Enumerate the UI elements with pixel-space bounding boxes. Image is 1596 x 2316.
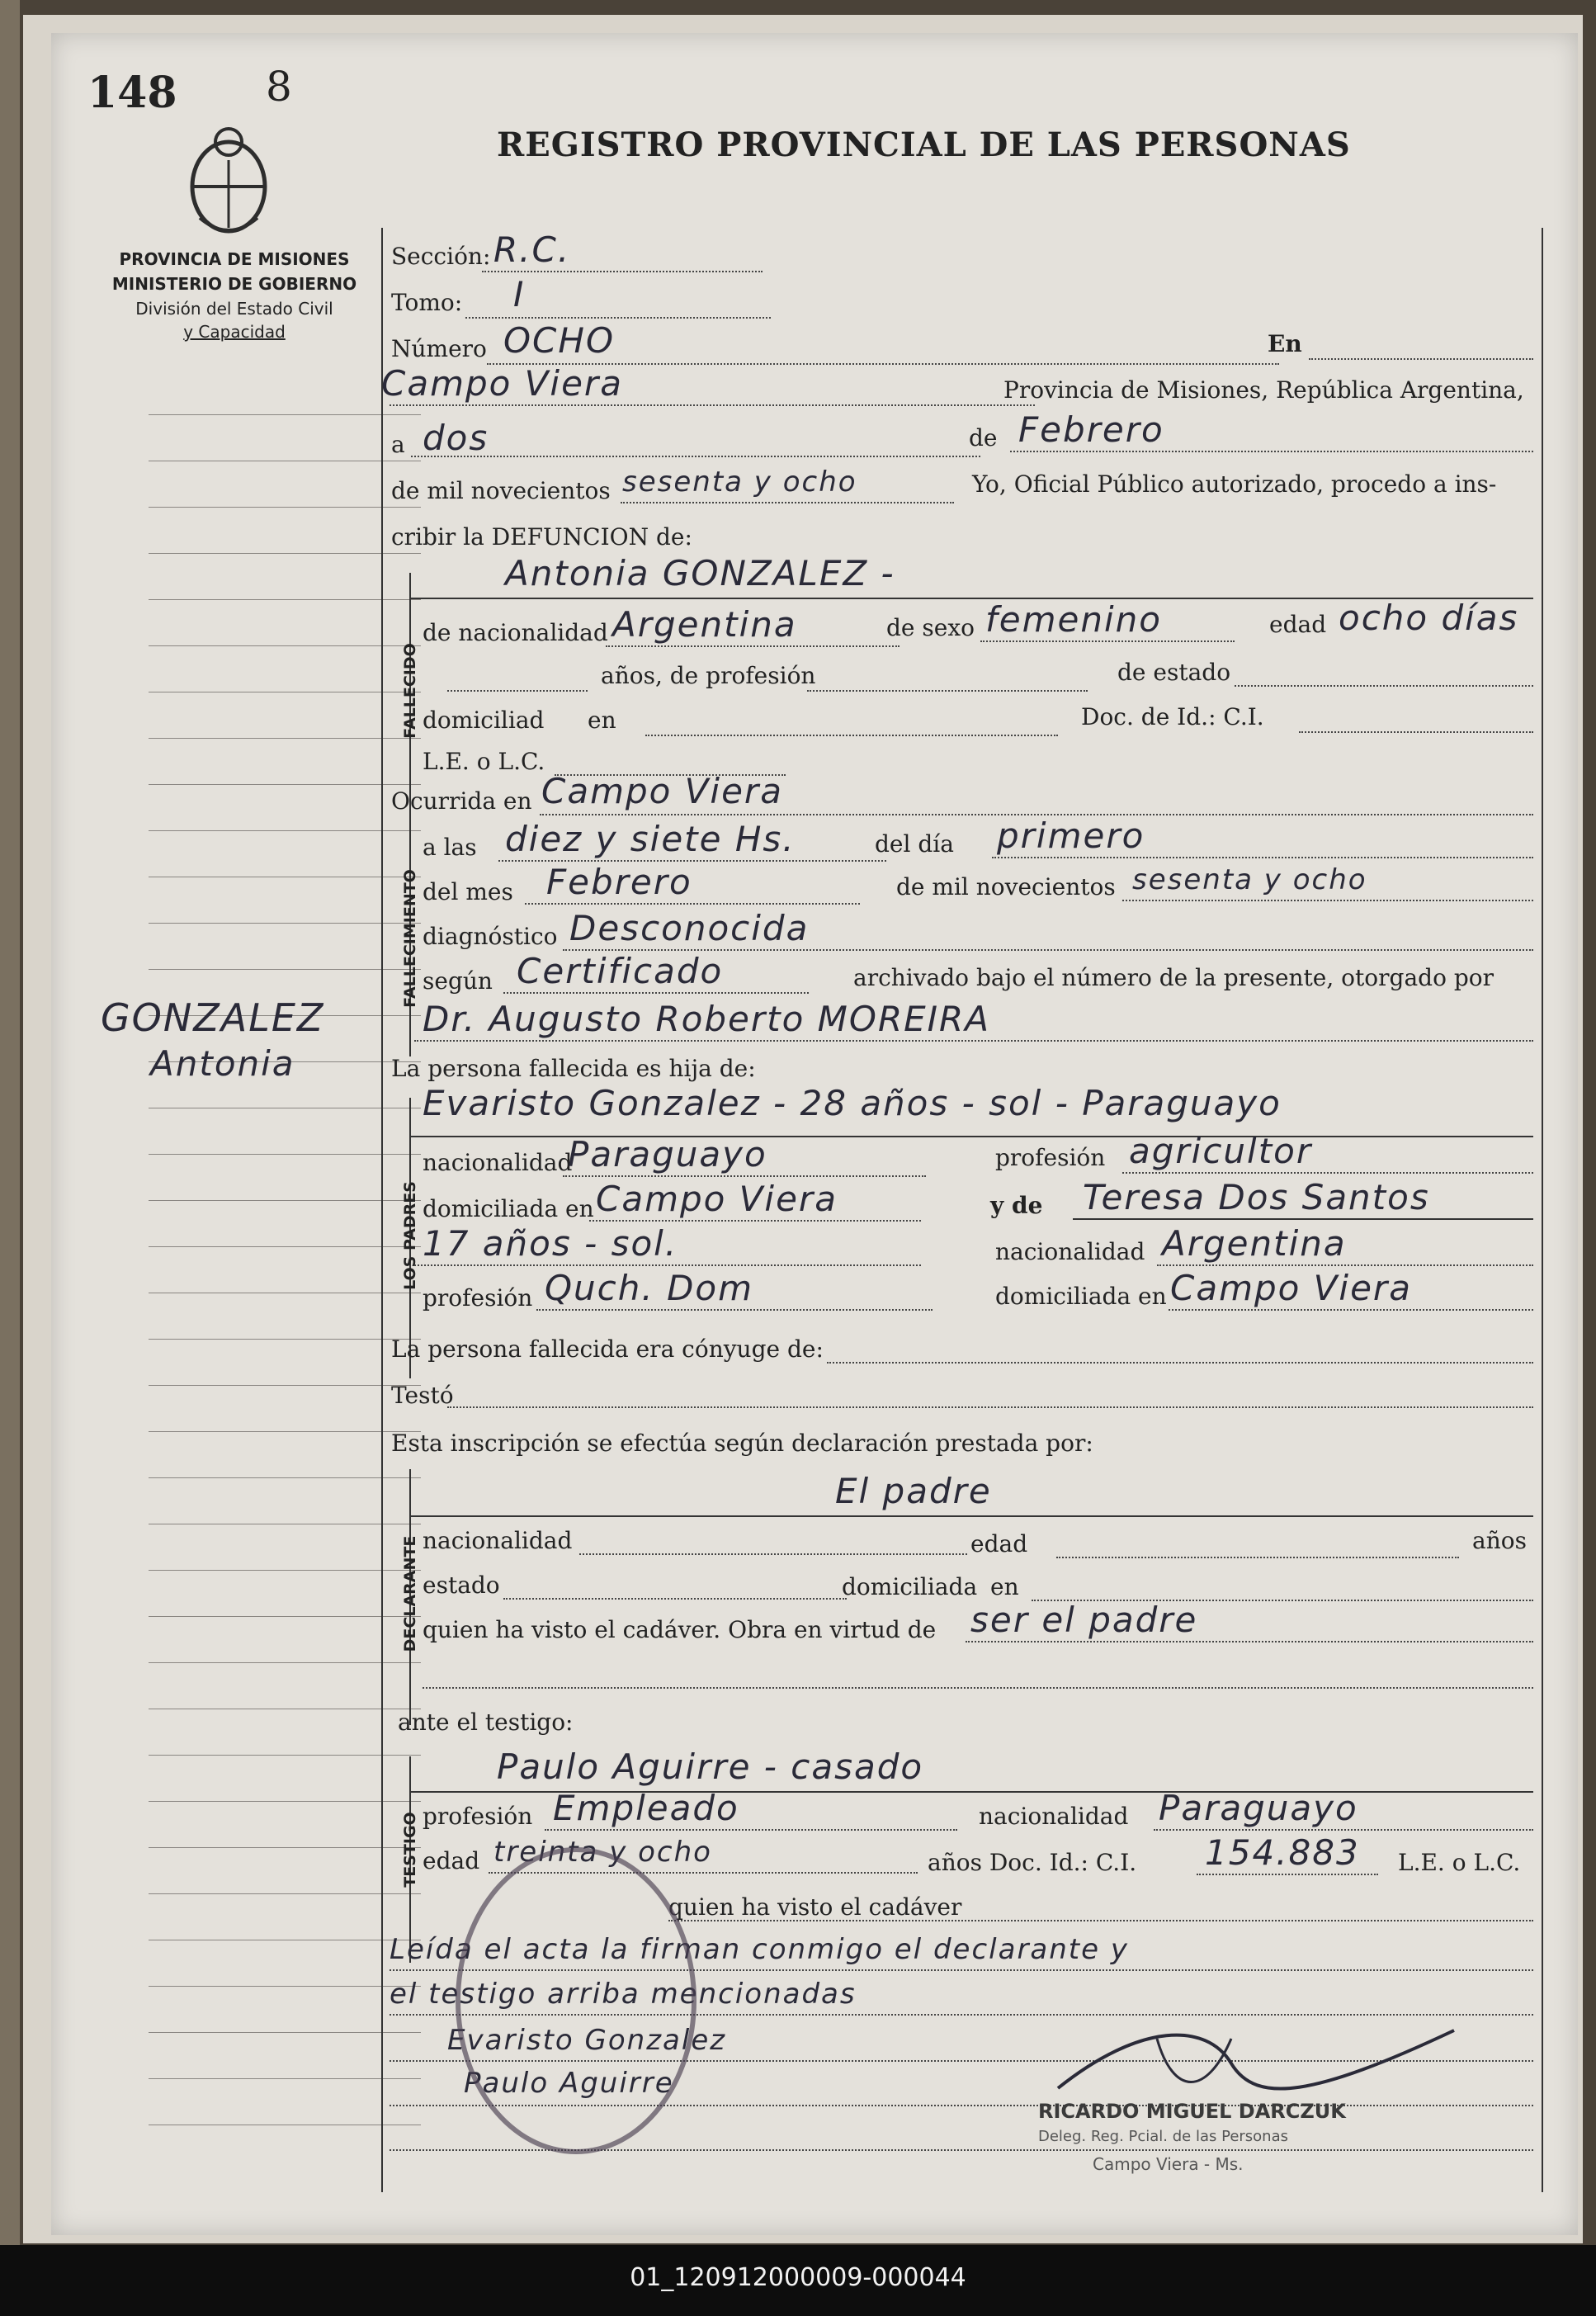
seccion-label: Sección: <box>391 243 491 270</box>
official-signature <box>1041 2006 1471 2113</box>
fallecido-sexo-value: femenino <box>985 599 1162 640</box>
firma-testigo: Paulo Aguirre <box>464 2067 674 2100</box>
madre-prof-value: Quch. Dom <box>545 1268 754 1308</box>
testigo-visto-label: quien ha visto el cadáver <box>668 1893 962 1921</box>
fallecido-nombre: Antonia GONZALEZ - <box>505 553 895 593</box>
fallecido-anios-label: años, de profesión <box>601 662 816 689</box>
padres-side-label: LOS PADRES <box>401 1181 419 1290</box>
declarante-estado-label: estado <box>423 1572 500 1599</box>
fallecido-domicilio-label: domiciliad <box>423 707 545 734</box>
declarante-side-label: DECLARANTE <box>401 1535 419 1652</box>
testigo-prof-value: Empleado <box>553 1788 739 1828</box>
ocurrida-value: Campo Viera <box>541 771 783 811</box>
declarante-dom-label: domiciliada <box>842 1573 978 1600</box>
testigo-prof-label: profesión <box>423 1803 533 1830</box>
alas-label: a las <box>423 834 477 861</box>
archivado-text: archivado bajo el número de la presente, otorgado por <box>853 964 1494 991</box>
mes-value: Febrero <box>1018 409 1164 450</box>
madre-nac-label: nacionalidad <box>995 1238 1145 1265</box>
madre-extra: 17 años - sol. <box>423 1223 678 1264</box>
deldia-label: del día <box>875 830 954 858</box>
conyuge-label: La persona fallecida era cónyuge de: <box>391 1335 824 1363</box>
coat-of-arms-icon <box>183 119 274 243</box>
testigo-edad-label: edad <box>423 1847 480 1874</box>
volume-number: 148 <box>87 68 177 118</box>
lugar-value: Campo Viera <box>381 363 623 404</box>
fallecido-nac-label: de nacionalidad <box>423 619 608 646</box>
fallecido-en-label: en <box>588 707 616 734</box>
declarante-edad-label: edad <box>970 1530 1028 1557</box>
fallecido-le-label: L.E. o L.C. <box>423 748 545 775</box>
binder-edge <box>0 0 20 2245</box>
padres-intro: La persona fallecida es hija de: <box>391 1055 756 1082</box>
margin-firstname: Antonia <box>150 1043 295 1084</box>
tomo-label: Tomo: <box>391 289 463 316</box>
official-seal-stamp <box>456 1847 696 2154</box>
margin-surname: GONZALEZ <box>101 995 325 1040</box>
medico-value: Dr. Augusto Roberto MOREIRA <box>423 999 990 1039</box>
padre-prof-label: profesión <box>995 1144 1106 1171</box>
firma-declarante: Evaristo Gonzalez <box>447 2024 727 2057</box>
testigo-intro: ante el testigo: <box>398 1709 574 1736</box>
mil-label: de mil novecientos <box>391 477 611 504</box>
a-label: a <box>391 431 405 458</box>
cierre-line1: Leída el acta la firman conmigo el declarante y <box>390 1933 1129 1966</box>
header-ministry: MINISTERIO DE GOBIERNO <box>111 274 357 294</box>
ocurrida-label: Ocurrida en <box>391 787 532 815</box>
header-province: PROVINCIA DE MISIONES <box>119 249 350 269</box>
testigo-side-label: TESTIGO <box>401 1812 419 1888</box>
madre-prof-label: profesión <box>423 1284 533 1312</box>
dia-fallecimiento-value: primero <box>997 815 1145 856</box>
padre-dom-value: Campo Viera <box>596 1179 838 1219</box>
declarante-visto-label: quien ha visto el cadáver. Obra en virtud de <box>423 1616 937 1643</box>
anio-value: sesenta y ocho <box>622 466 857 499</box>
provincia-text: Provincia de Misiones, República Argentina, <box>1003 376 1524 404</box>
fallecimiento-side-label: FALLECIMIENTO <box>401 869 419 1008</box>
declarante-visto-value: ser el padre <box>970 1600 1198 1640</box>
mil-fallecimiento-label: de mil novecientos <box>896 873 1116 900</box>
mes-fallecimiento-value: Febrero <box>546 862 692 902</box>
madre-dom-label: domiciliada en <box>995 1283 1167 1310</box>
declarante-nac-label: nacionalidad <box>423 1527 573 1554</box>
oficial-text: Yo, Oficial Público autorizado, procedo a ins- <box>972 470 1497 498</box>
testigo-edad-value: treinta y ocho <box>493 1836 712 1869</box>
madre-dom-value: Campo Viera <box>1170 1268 1412 1308</box>
padre-dom-label: domiciliada en <box>423 1195 594 1222</box>
testigo-le-label: L.E. o L.C. <box>1398 1849 1521 1876</box>
diag-label: diagnóstico <box>423 923 558 950</box>
fallecido-edad-value: ocho días <box>1339 598 1519 638</box>
declarante-nombre: El padre <box>835 1471 992 1511</box>
dia-value: dos <box>423 418 489 458</box>
padre-nac-label: nacionalidad <box>423 1149 573 1176</box>
declarante-en-label: en <box>990 1573 1019 1600</box>
testigo-nac-value: Paraguayo <box>1159 1788 1358 1828</box>
testigo-doc-label: años Doc. Id.: C.I. <box>928 1849 1137 1876</box>
delmes-label: del mes <box>423 878 513 905</box>
testo-label: Testó <box>391 1382 454 1409</box>
anio-fallecimiento-value: sesenta y ocho <box>1132 863 1367 896</box>
numero-label: Número <box>391 335 487 362</box>
header-capacity: y Capacidad <box>183 322 286 342</box>
yde-label: y de <box>990 1192 1043 1219</box>
oficial-cargo: Deleg. Reg. Pcial. de las Personas <box>1038 2128 1288 2145</box>
declarante-anios-label: años <box>1472 1527 1527 1554</box>
document-page <box>51 33 1578 2235</box>
fallecido-sexo-label: de sexo <box>886 614 975 641</box>
fallecido-doc-label: Doc. de Id.: C.I. <box>1081 703 1264 730</box>
numero-value: OCHO <box>503 320 616 361</box>
oficial-nombre: RICARDO MIGUEL DARCZUK <box>1038 2100 1346 2123</box>
image-identifier: 01_120912000009-000044 <box>630 2263 966 2292</box>
testigo-nombre: Paulo Aguirre - casado <box>497 1746 924 1787</box>
folio-number: 8 <box>266 63 292 111</box>
en-label: En <box>1268 330 1302 357</box>
padre-nac-value: Paraguayo <box>568 1134 767 1175</box>
fallecido-estado-label: de estado <box>1117 659 1231 686</box>
tomo-value: I <box>513 274 526 314</box>
fallecido-side-label: FALLECIDO <box>401 643 419 739</box>
declaracion-label: Esta inscripción se efectúa según declaración prestada por: <box>391 1430 1093 1457</box>
document-title: REGISTRO PROVINCIAL DE LAS PERSONAS <box>497 125 1351 164</box>
cierre-line2: el testigo arriba mencionadas <box>390 1978 857 2011</box>
padre-prof-value: agricultor <box>1129 1131 1313 1171</box>
segun-label: según <box>423 967 493 995</box>
madre-value: Teresa Dos Santos <box>1083 1177 1430 1217</box>
header-division: División del Estado Civil <box>135 299 333 319</box>
fallecido-edad-label: edad <box>1269 611 1327 638</box>
diag-value: Desconocida <box>569 908 810 948</box>
padre-value: Evaristo Gonzalez - 28 años - sol - Paraguayo <box>423 1083 1282 1123</box>
fallecido-nac-value: Argentina <box>612 604 797 645</box>
seccion-value: R.C. <box>493 229 571 270</box>
form-left-border <box>381 228 383 2192</box>
madre-nac-value: Argentina <box>1162 1223 1347 1264</box>
form-right-border <box>1542 228 1543 2192</box>
de-label: de <box>969 424 998 451</box>
oficial-localidad: Campo Viera - Ms. <box>1093 2154 1244 2174</box>
testigo-doc-value: 154.883 <box>1205 1832 1360 1873</box>
hora-value: diez y siete Hs. <box>505 819 796 859</box>
inscribir-text: cribir la DEFUNCION de: <box>391 523 692 551</box>
segun-value: Certificado <box>517 951 724 991</box>
testigo-nac-label: nacionalidad <box>979 1803 1129 1830</box>
